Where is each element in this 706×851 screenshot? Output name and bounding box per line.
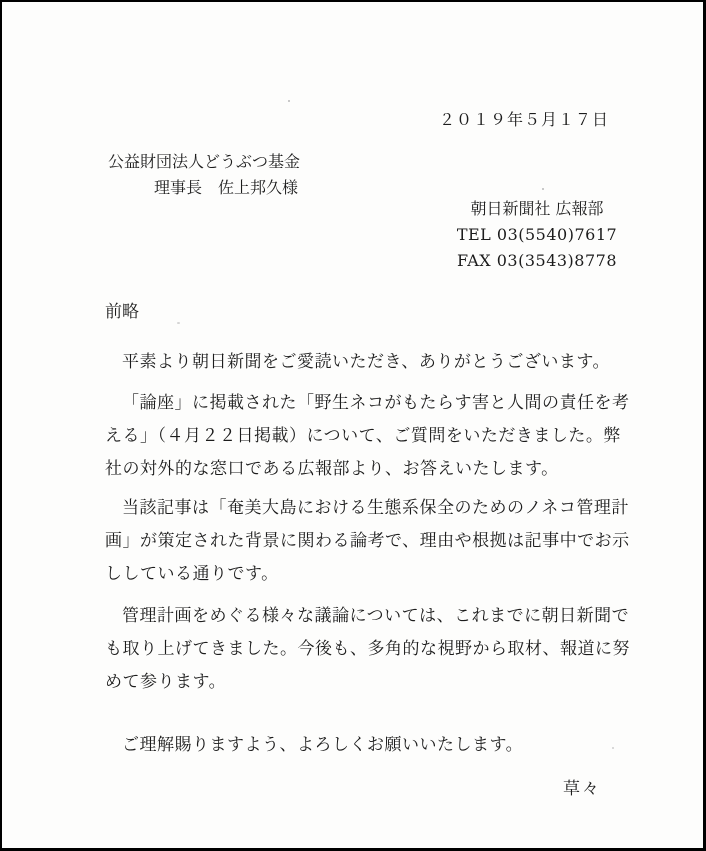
- scan-speck: [542, 188, 544, 190]
- body-line: 社の対外的な窓口である広報部より、お答えいたします。: [105, 459, 559, 479]
- scan-speck: [177, 322, 180, 324]
- recipient-organization: 公益財団法人どうぶつ基金: [108, 152, 301, 171]
- letter-date: ２０１９年５月１７日: [438, 110, 609, 129]
- recipient-person: 理事長 佐上邦久様: [154, 178, 299, 197]
- body-line: も取り上げてきました。今後も、多角的な視野から取材、報道に努: [105, 639, 630, 659]
- body-line: ご理解賜りますよう、よろしくお願いいたします。: [122, 735, 524, 755]
- body-line: 当該記事は「奄美大島における生態系保全のためのノネコ管理計: [122, 498, 629, 518]
- paragraph-ronza-article: [105, 387, 630, 486]
- body-line: える」（４月２２日掲載）について、ご質問をいただきました。弊: [105, 426, 621, 446]
- sender-block: [447, 196, 627, 274]
- body-line: 画」が策定された背景に関わる論考で、理由や根拠は記事中でお示: [105, 531, 630, 551]
- paragraph-closing-request: [105, 729, 623, 762]
- paragraph-article-basis: [105, 492, 630, 591]
- paragraph-future-coverage: [105, 600, 630, 699]
- body-line: ししている通りです。: [105, 564, 279, 584]
- sender-name: 朝日新聞社 広報部: [470, 199, 604, 218]
- recipient-block: [108, 149, 300, 201]
- body-line: 平素より朝日新聞をご愛読いただき、ありがとうございます。: [122, 352, 610, 372]
- letter-signoff-sousou: 草々: [563, 779, 601, 799]
- letter-opening-zenryaku: 前略: [105, 302, 139, 322]
- scan-speck: [288, 100, 290, 102]
- body-line: めて参ります。: [105, 672, 227, 692]
- paragraph-thanks: [105, 346, 623, 379]
- body-line: 「論座」に掲載された「野生ネコがもたらす害と人間の責任を考: [122, 393, 630, 413]
- sender-fax: FAX 03(3543)8778: [456, 251, 618, 270]
- scan-speck: [612, 747, 614, 749]
- letter-body: [105, 346, 630, 762]
- sender-tel: TEL 03(5540)7617: [456, 225, 618, 244]
- body-line: 管理計画をめぐる様々な議論については、これまでに朝日新聞で: [122, 606, 630, 626]
